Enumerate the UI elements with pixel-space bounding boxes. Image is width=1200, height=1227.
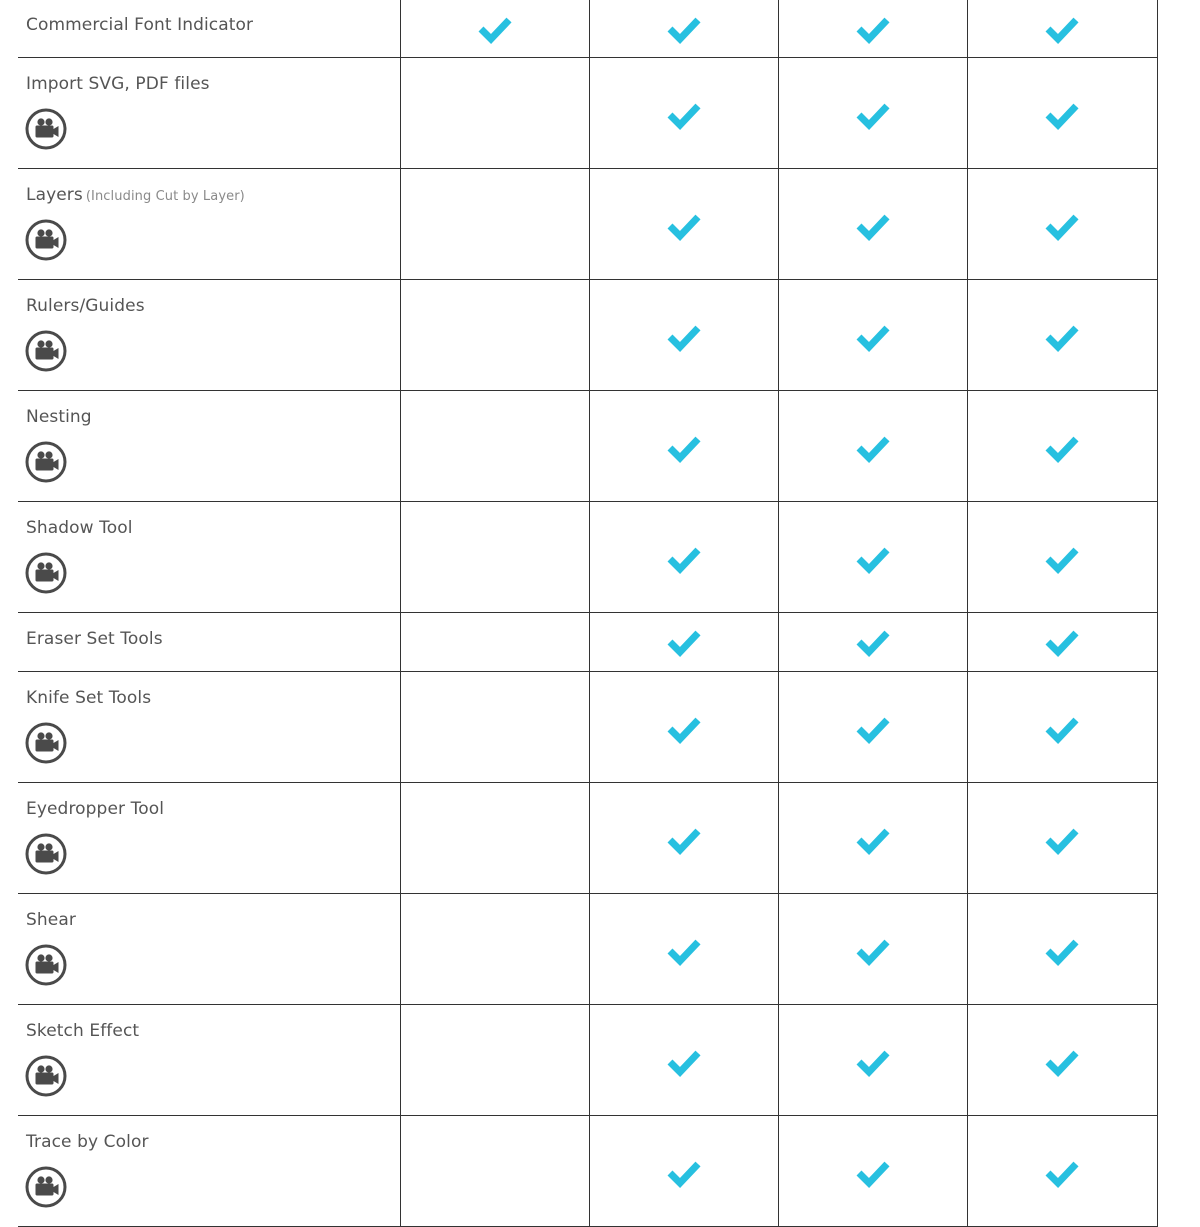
- table-row: [18, 0, 1157, 58]
- feature-cell: [18, 783, 400, 894]
- table-row: [18, 58, 1157, 169]
- checkmark-icon: [666, 434, 702, 464]
- plan-cell-designer-plus: [778, 169, 967, 280]
- table-row: [18, 894, 1157, 1005]
- table-row: [18, 1116, 1157, 1227]
- checkmark-icon: [855, 937, 891, 967]
- feature-label: Commercial Font Indicator: [26, 15, 254, 35]
- checkmark-icon: [1044, 1159, 1080, 1189]
- plan-cell-business: [967, 613, 1157, 672]
- checkmark-icon: [855, 628, 891, 658]
- plan-cell-basic: [400, 58, 589, 169]
- plan-cell-business: [967, 58, 1157, 169]
- plan-cell-business: [967, 280, 1157, 391]
- checkmark-icon: [1044, 15, 1080, 45]
- feature-rows: [18, 0, 1157, 1227]
- plan-cell-designer-plus: [778, 280, 967, 391]
- video-camera-icon[interactable]: [25, 219, 67, 261]
- feature-label: Rulers/Guides: [26, 296, 145, 316]
- checkmark-icon: [666, 323, 702, 353]
- feature-label: Sketch Effect: [26, 1021, 140, 1041]
- checkmark-icon: [666, 1048, 702, 1078]
- feature-label: Nesting: [26, 407, 92, 427]
- plan-cell-basic: [400, 502, 589, 613]
- feature-cell: [18, 502, 400, 613]
- table-row: [18, 280, 1157, 391]
- plan-cell-basic: [400, 783, 589, 894]
- plan-cell-business: [967, 169, 1157, 280]
- plan-cell-basic: [400, 1116, 589, 1227]
- plan-cell-business: [967, 502, 1157, 613]
- checkmark-icon: [1044, 715, 1080, 745]
- feature-cell: [18, 280, 400, 391]
- table-row: [18, 391, 1157, 502]
- feature-label: Eyedropper Tool: [26, 799, 165, 819]
- plan-cell-basic: [400, 613, 589, 672]
- checkmark-icon: [666, 101, 702, 131]
- checkmark-icon: [855, 15, 891, 45]
- plan-cell-business: [967, 391, 1157, 502]
- plan-cell-basic: [400, 169, 589, 280]
- video-camera-icon[interactable]: [25, 1055, 67, 1097]
- plan-cell-basic: [400, 391, 589, 502]
- feature-label: Shear: [26, 910, 76, 930]
- feature-name: [26, 185, 245, 205]
- plan-cell-designer: [589, 1005, 778, 1116]
- checkmark-icon: [666, 545, 702, 575]
- feature-name: [26, 74, 210, 94]
- checkmark-icon: [1044, 434, 1080, 464]
- table-row: [18, 783, 1157, 894]
- plan-cell-designer-plus: [778, 502, 967, 613]
- plan-cell-designer: [589, 58, 778, 169]
- checkmark-icon: [855, 1159, 891, 1189]
- video-camera-icon[interactable]: [25, 552, 67, 594]
- video-camera-icon[interactable]: [25, 330, 67, 372]
- feature-label: Trace by Color: [26, 1132, 149, 1152]
- feature-label: Shadow Tool: [26, 518, 133, 538]
- video-camera-icon[interactable]: [25, 722, 67, 764]
- feature-name: [26, 15, 253, 35]
- feature-cell: [18, 169, 400, 280]
- plan-cell-basic: [400, 1005, 589, 1116]
- feature-label: Eraser Set Tools: [26, 629, 163, 649]
- feature-label: Layers: [26, 185, 83, 205]
- plan-cell-business: [967, 1005, 1157, 1116]
- checkmark-icon: [855, 545, 891, 575]
- checkmark-icon: [477, 15, 513, 45]
- checkmark-icon: [855, 826, 891, 856]
- plan-cell-basic: [400, 894, 589, 1005]
- plan-cell-business: [967, 0, 1157, 58]
- feature-cell: [18, 613, 400, 672]
- checkmark-icon: [1044, 323, 1080, 353]
- plan-cell-designer: [589, 502, 778, 613]
- plan-cell-basic: [400, 280, 589, 391]
- feature-name: [26, 407, 92, 427]
- checkmark-icon: [855, 715, 891, 745]
- checkmark-icon: [1044, 826, 1080, 856]
- plan-cell-basic: [400, 672, 589, 783]
- feature-name: [26, 296, 145, 316]
- feature-cell: [18, 391, 400, 502]
- feature-name: [26, 1021, 139, 1041]
- plan-cell-designer-plus: [778, 894, 967, 1005]
- table-row: [18, 672, 1157, 783]
- plan-cell-designer: [589, 169, 778, 280]
- plan-cell-designer-plus: [778, 783, 967, 894]
- feature-comparison-table: [18, 0, 1158, 1227]
- video-camera-icon[interactable]: [25, 441, 67, 483]
- plan-cell-business: [967, 783, 1157, 894]
- plan-cell-designer: [589, 391, 778, 502]
- plan-cell-designer: [589, 613, 778, 672]
- feature-cell: [18, 1005, 400, 1116]
- plan-cell-business: [967, 1116, 1157, 1227]
- checkmark-icon: [855, 323, 891, 353]
- checkmark-icon: [1044, 212, 1080, 242]
- video-camera-icon[interactable]: [25, 1166, 67, 1208]
- table-row: [18, 169, 1157, 280]
- plan-cell-designer: [589, 894, 778, 1005]
- feature-cell: [18, 894, 400, 1005]
- table-row: [18, 1005, 1157, 1116]
- feature-name: [26, 910, 76, 930]
- plan-cell-designer-plus: [778, 58, 967, 169]
- checkmark-icon: [666, 826, 702, 856]
- feature-name: [26, 629, 163, 649]
- checkmark-icon: [666, 937, 702, 967]
- feature-name: [26, 1132, 149, 1152]
- checkmark-icon: [666, 212, 702, 242]
- video-camera-icon[interactable]: [25, 833, 67, 875]
- plan-cell-designer: [589, 783, 778, 894]
- checkmark-icon: [1044, 937, 1080, 967]
- checkmark-icon: [666, 715, 702, 745]
- feature-label: Knife Set Tools: [26, 688, 152, 708]
- plan-cell-designer: [589, 672, 778, 783]
- feature-name: [26, 688, 151, 708]
- plan-cell-designer-plus: [778, 613, 967, 672]
- checkmark-icon: [855, 101, 891, 131]
- plan-cell-designer-plus: [778, 391, 967, 502]
- checkmark-icon: [1044, 545, 1080, 575]
- checkmark-icon: [666, 628, 702, 658]
- plan-cell-business: [967, 672, 1157, 783]
- plan-cell-business: [967, 894, 1157, 1005]
- plan-cell-designer: [589, 0, 778, 58]
- plan-cell-designer: [589, 1116, 778, 1227]
- feature-label: Import SVG, PDF files: [26, 74, 210, 94]
- feature-cell: [18, 1116, 400, 1227]
- checkmark-icon: [855, 212, 891, 242]
- feature-name: [26, 518, 133, 538]
- plan-cell-designer: [589, 280, 778, 391]
- plan-cell-designer-plus: [778, 0, 967, 58]
- checkmark-icon: [1044, 628, 1080, 658]
- plan-cell-designer-plus: [778, 1005, 967, 1116]
- plan-cell-basic: [400, 0, 589, 58]
- feature-note: (Including Cut by Layer): [85, 189, 245, 204]
- table-row: [18, 502, 1157, 613]
- checkmark-icon: [1044, 101, 1080, 131]
- checkmark-icon: [1044, 1048, 1080, 1078]
- feature-name: [26, 799, 164, 819]
- video-camera-icon[interactable]: [25, 944, 67, 986]
- feature-cell: [18, 0, 400, 58]
- feature-cell: [18, 58, 400, 169]
- table-row: [18, 613, 1157, 672]
- checkmark-icon: [666, 15, 702, 45]
- plan-cell-designer-plus: [778, 1116, 967, 1227]
- feature-cell: [18, 672, 400, 783]
- checkmark-icon: [855, 1048, 891, 1078]
- checkmark-icon: [666, 1159, 702, 1189]
- video-camera-icon[interactable]: [25, 108, 67, 150]
- checkmark-icon: [855, 434, 891, 464]
- plan-cell-designer-plus: [778, 672, 967, 783]
